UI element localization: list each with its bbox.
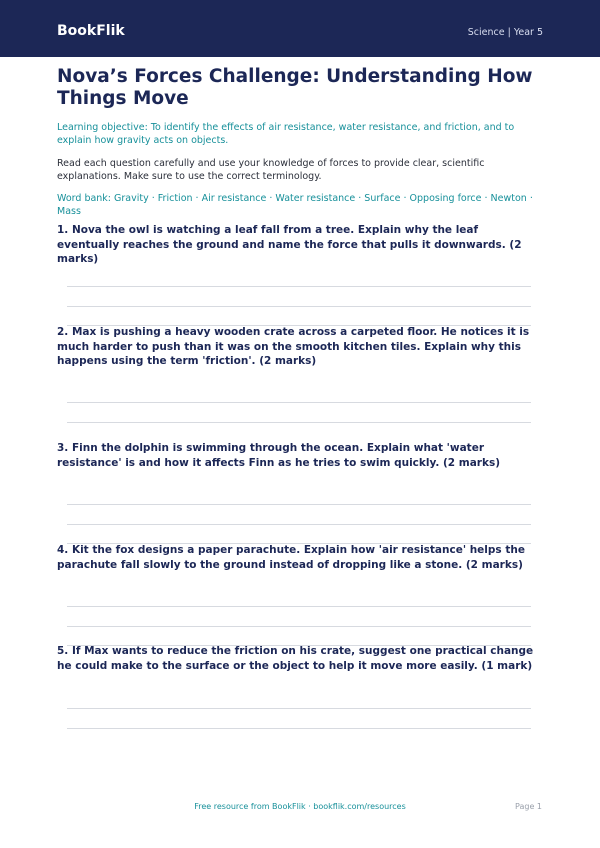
question-1: 1. Nova the owl is watching a leaf fall from a tree. Explain why the leaf eventually reaches the ground and name the force that pulls it downwards. (2 marks) bbox=[57, 224, 522, 265]
answer-line[interactable] bbox=[67, 504, 531, 505]
answer-line[interactable] bbox=[67, 524, 531, 525]
page-number: Page 1 bbox=[515, 802, 542, 811]
word-bank: Word bank: Gravity · Friction · Air resistance · Water resistance · Surface · Opposing force · Newton · Mass bbox=[57, 193, 533, 217]
answer-line[interactable] bbox=[67, 402, 531, 403]
learning-objective: Learning objective: To identify the effects of air resistance, water resistance, and friction, and to explain how gravity acts on objects. bbox=[57, 122, 515, 146]
answer-line[interactable] bbox=[67, 286, 531, 287]
answer-line[interactable] bbox=[67, 606, 531, 607]
worksheet-title: Nova’s Forces Challenge: Understanding How Things Move bbox=[57, 66, 533, 109]
question-4: 4. Kit the fox designs a paper parachute. Explain how 'air resistance' helps the parachute fall slowly to the ground instead of dropping like a stone. (2 marks) bbox=[57, 544, 525, 571]
question-3: 3. Finn the dolphin is swimming through the ocean. Explain what 'water resistance' is and how it affects Finn as he tries to swim quickly. (2 marks) bbox=[57, 442, 501, 469]
brand-logo[interactable]: BookFlik bbox=[57, 23, 125, 39]
footer-credit[interactable]: Free resource from BookFlik · bookflik.com/resources bbox=[194, 802, 406, 811]
answer-line[interactable] bbox=[67, 708, 531, 709]
question-2: 2. Max is pushing a heavy wooden crate across a carpeted floor. He notices it is much harder to push than it was on the smooth kitchen tiles. Explain why this happens using the term 'friction'. (2 marks) bbox=[57, 326, 530, 367]
subject-year-label: Science | Year 5 bbox=[467, 27, 543, 38]
header-bar bbox=[0, 0, 600, 57]
answer-line[interactable] bbox=[67, 728, 531, 729]
answer-line[interactable] bbox=[67, 626, 531, 627]
question-5: 5. If Max wants to reduce the friction on his crate, suggest one practical change he could make to the surface or the object to help it move more easily. (1 mark) bbox=[57, 645, 534, 672]
answer-line[interactable] bbox=[67, 306, 531, 307]
answer-line[interactable] bbox=[67, 422, 531, 423]
instructions-text: Read each question carefully and use your knowledge of forces to provide clear, scientific explanations. Make sure to use the correct terminology. bbox=[57, 158, 485, 182]
